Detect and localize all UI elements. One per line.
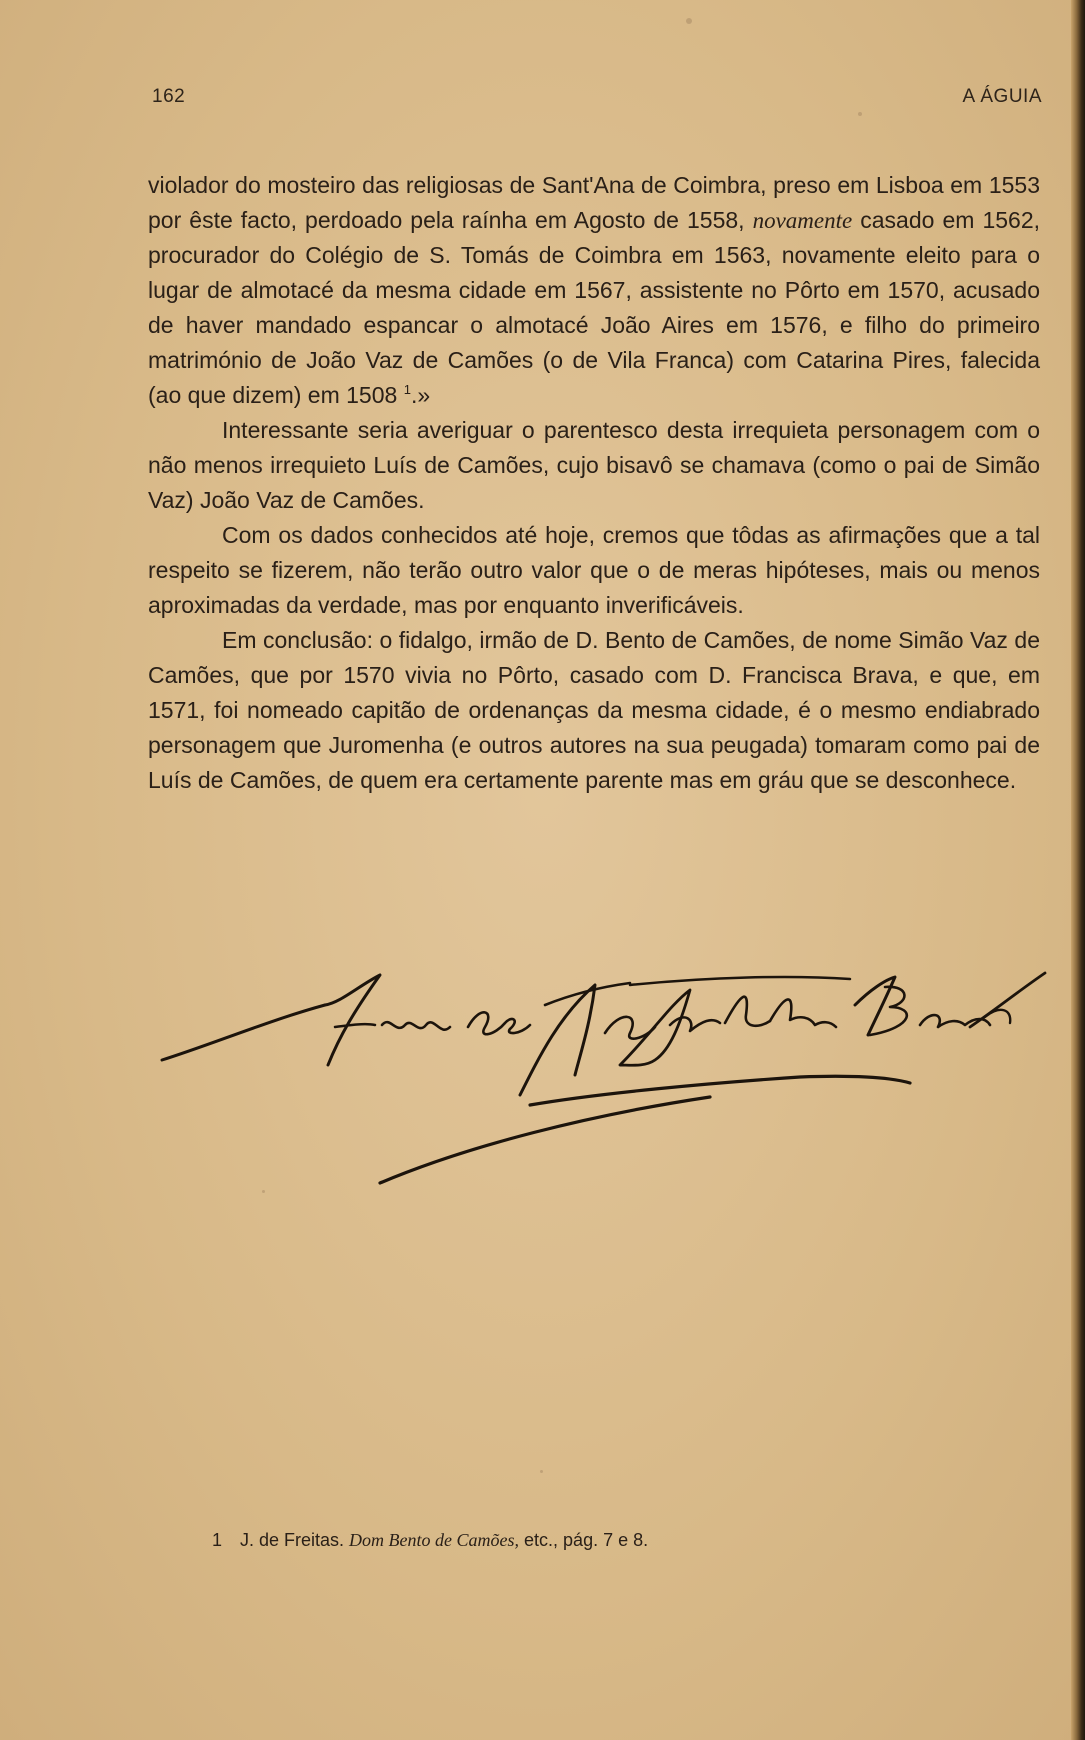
- body-text: [148, 168, 1040, 798]
- paragraph-4: Em conclusão: o fidalgo, irmão de D. Bento de Camões, de nome Simão Vaz de Camões, que por 1570 vivia no Pôrto, casado com D. Francisca Brava, e que, em 1571, foi nomeado capitão de ordenanças da mesma cidade, é o mesmo endiabrado personagem que Juromenha (e outros autores na sua peugada) tomaram como pai de Luís de Camões, de quem era certamente parente mas em gráu que se desconhece.: [148, 627, 1040, 793]
- paper-speck: [686, 18, 692, 24]
- footnote: [212, 1530, 648, 1551]
- paragraph-1-end: .»: [410, 382, 431, 408]
- handwritten-signature: [150, 965, 1050, 1205]
- page-edge: [1071, 0, 1085, 1740]
- page-header: [152, 86, 1042, 112]
- paper-speck: [540, 1470, 543, 1473]
- footnote-mark: 1: [212, 1530, 223, 1550]
- paragraph-1-part-a: violador do mosteiro das religiosas de Sant'Ana de Coimbra, preso em Lisboa em 1553 por êste facto, perdoado pela raínha em Agosto de 1558,: [148, 172, 1040, 233]
- running-title: A ÁGUIA: [962, 86, 1042, 107]
- paragraph-1: [148, 168, 1040, 413]
- page-number: 162: [152, 86, 186, 107]
- paragraph-3: Com os dados conhecidos até hoje, cremos que tôdas as afirmações que a tal respeito se fizerem, não terão outro valor que o de meras hipóteses, mais ou menos aproximadas da verdade, mas por enquanto inverificáveis.: [148, 522, 1040, 618]
- footnote-title: Dom Bento de Camões,: [349, 1530, 520, 1550]
- paragraph-2: Interessante seria averiguar o parentesco desta irrequieta personagem com o não menos irrequieto Luís de Camões, cujo bisavô se chamava (como o pai de Simão Vaz) João Vaz de Camões.: [148, 417, 1040, 513]
- paper-speck: [858, 112, 862, 116]
- paragraph-1-emphasis: novamente: [752, 208, 853, 233]
- footnote-author: J. de Freitas.: [240, 1530, 350, 1550]
- paper-speck: [262, 1190, 265, 1193]
- footnote-rest: etc., pág. 7 e 8.: [519, 1530, 649, 1550]
- paragraph-1-part-b: casado em 1562, procurador do Colégio de S. Tomás de Coimbra em 1563, novamente eleito para o lugar de almotacé da mesma cidade em 1567, assistente no Pôrto em 1570, acusado de haver mandado espancar o almotacé João Aires em 1576, e filho do primeiro matrimónio de João Vaz de Camões (o de Vila Franca) com Catarina Pires, falecida (ao que dizem) em 1508: [148, 207, 1040, 408]
- footnote-reference: 1: [403, 382, 411, 397]
